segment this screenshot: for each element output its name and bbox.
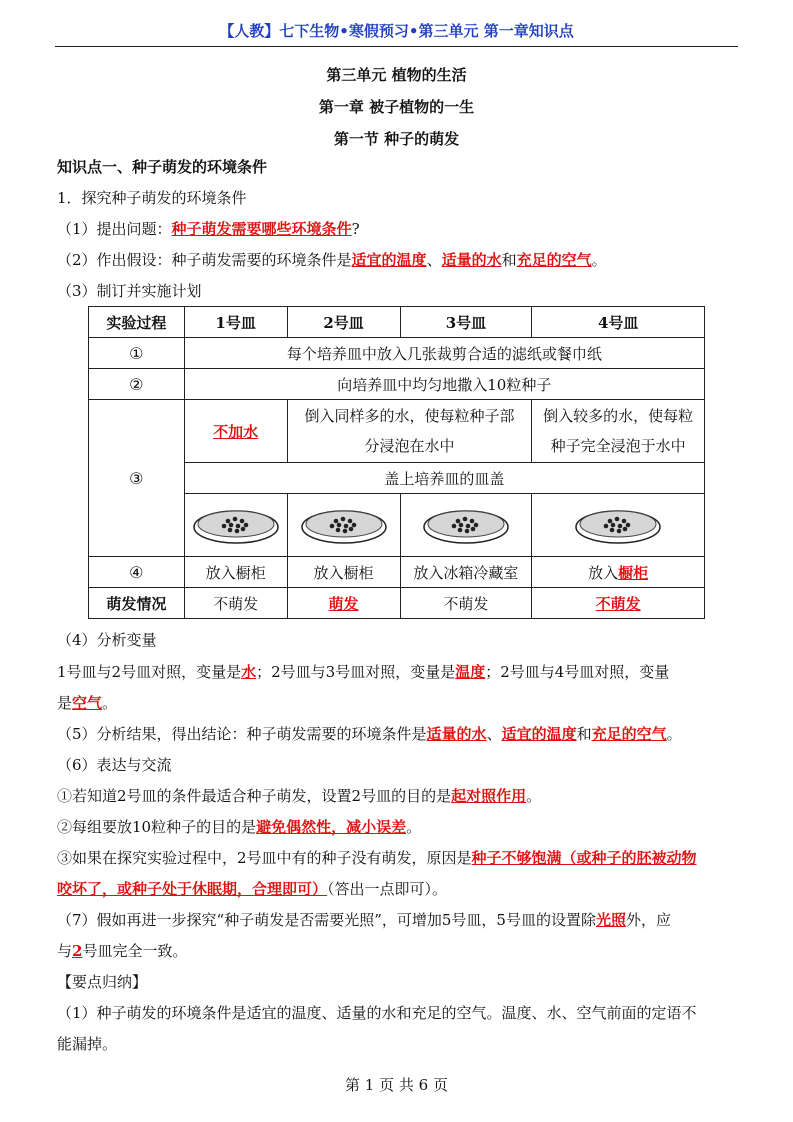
summary-1a: （1）种子萌发的环境条件是适宜的温度、适量的水和充足的空气。温度、水、空气前面的定语不 [57,1004,697,1022]
petri-dish-icon [572,503,664,547]
table-row-step2 [89,369,705,400]
table-cell: 放入橱柜 [184,557,287,588]
page-footer: 第 1 页 共 6 页 [345,1076,448,1094]
question-7a: （7）假如再进一步探究“种子萌发是否需要光照”，可增加5号皿，5号皿的设置除光照外，应 [57,911,672,929]
dish-cell [400,494,532,557]
subheading-1: 1．探究种子萌发的环境条件 [57,189,247,207]
exchange-1: ①若知道2号皿的条件最适合种子萌发，设置2号皿的目的是起对照作用。 [57,787,542,805]
table-cell: 放入橱柜 [287,557,400,588]
table-cell: 萌发 [287,588,400,619]
table-header-cell: 4号皿 [532,307,705,338]
variable-line-1: 1号皿与2号皿对照，变量是水；2号皿与3号皿对照，变量是温度；2号皿与4号皿对照，变量 [57,663,670,681]
experiment-table [88,306,705,619]
question-3: （3）制订并实施计划 [57,282,202,300]
chapter-title: 第一章 被子植物的一生 [318,98,475,116]
step-text: 向培养皿中均匀地撒入10粒种子 [184,369,704,400]
dish-cell [287,494,400,557]
table-header-row [89,307,705,338]
table-cell: 萌发情况 [89,588,185,619]
variable-line-2: 是空气。 [57,694,118,712]
table-cell: 不萌发 [532,588,705,619]
table-header-cell: 实验过程 [89,307,185,338]
question-5: （5）分析结果，得出结论：种子萌发需要的环境条件是适量的水、适宜的温度和充足的空气。 [57,725,682,743]
table-cell: 放入橱柜 [532,557,705,588]
dish2-3-water-cell: 倒入同样多的水，使每粒种子部 分浸泡在水中 [287,400,532,463]
page-header: 【人教】七下生物•寒假预习•第三单元 第一章知识点 [219,22,574,40]
table-row-step1 [89,338,705,369]
table-cell: 不萌发 [400,588,532,619]
exchange-3a: ③如果在探究实验过程中，2号皿中有的种子没有萌发，原因是种子不够饱满（或种子的胚被动物 [57,849,697,867]
section-title: 第一节 种子的萌发 [333,130,460,148]
header-divider [55,46,738,47]
table-header-cell: 3号皿 [400,307,532,338]
table-cell: 放入冰箱冷藏室 [400,557,532,588]
table-header-cell: 2号皿 [287,307,400,338]
dish1-water-cell: 不加水 [184,400,287,463]
table-row-result [89,588,705,619]
table-header-cell: 1号皿 [184,307,287,338]
step-number: ③ [89,400,185,557]
step-text: 每个培养皿中放入几张裁剪合适的滤纸或餐巾纸 [184,338,704,369]
exchange-3b: 咬坏了，或种子处于休眠期，合理即可）（答出一点即可）。 [57,880,448,898]
question-2: （2）作出假设：种子萌发需要的环境条件是适宜的温度、适量的水和充足的空气。 [57,251,607,269]
table-cell: 不萌发 [184,588,287,619]
question-7b: 与2号皿完全一致。 [57,942,188,960]
dish4-water-cell: 倒入较多的水，使每粒 种子完全浸泡于水中 [532,400,705,463]
table-row-step4 [89,557,705,588]
question-4: （4）分析变量 [57,631,157,649]
lid-text: 盖上培养皿的皿盖 [184,463,704,494]
dish-cell [532,494,705,557]
summary-heading: 【要点归纳】 [57,973,148,991]
knowledge-point-heading: 知识点一、种子萌发的环境条件 [57,158,268,176]
petri-dish-icon [420,503,512,547]
summary-1b: 能漏掉。 [57,1035,118,1053]
petri-dish-icon [190,503,282,547]
step-number: ② [89,369,185,400]
dish-cell [184,494,287,557]
table-row-step3 [89,400,705,463]
step-number: ① [89,338,185,369]
question-6: （6）表达与交流 [57,756,172,774]
exchange-2: ②每组要放10粒种子的目的是避免偶然性，减小误差。 [57,818,422,836]
step-number: ④ [89,557,185,588]
question-1: （1）提出问题：种子萌发需要哪些环境条件? [57,220,360,238]
unit-title: 第三单元 植物的生活 [326,66,467,84]
petri-dish-icon [298,503,390,547]
